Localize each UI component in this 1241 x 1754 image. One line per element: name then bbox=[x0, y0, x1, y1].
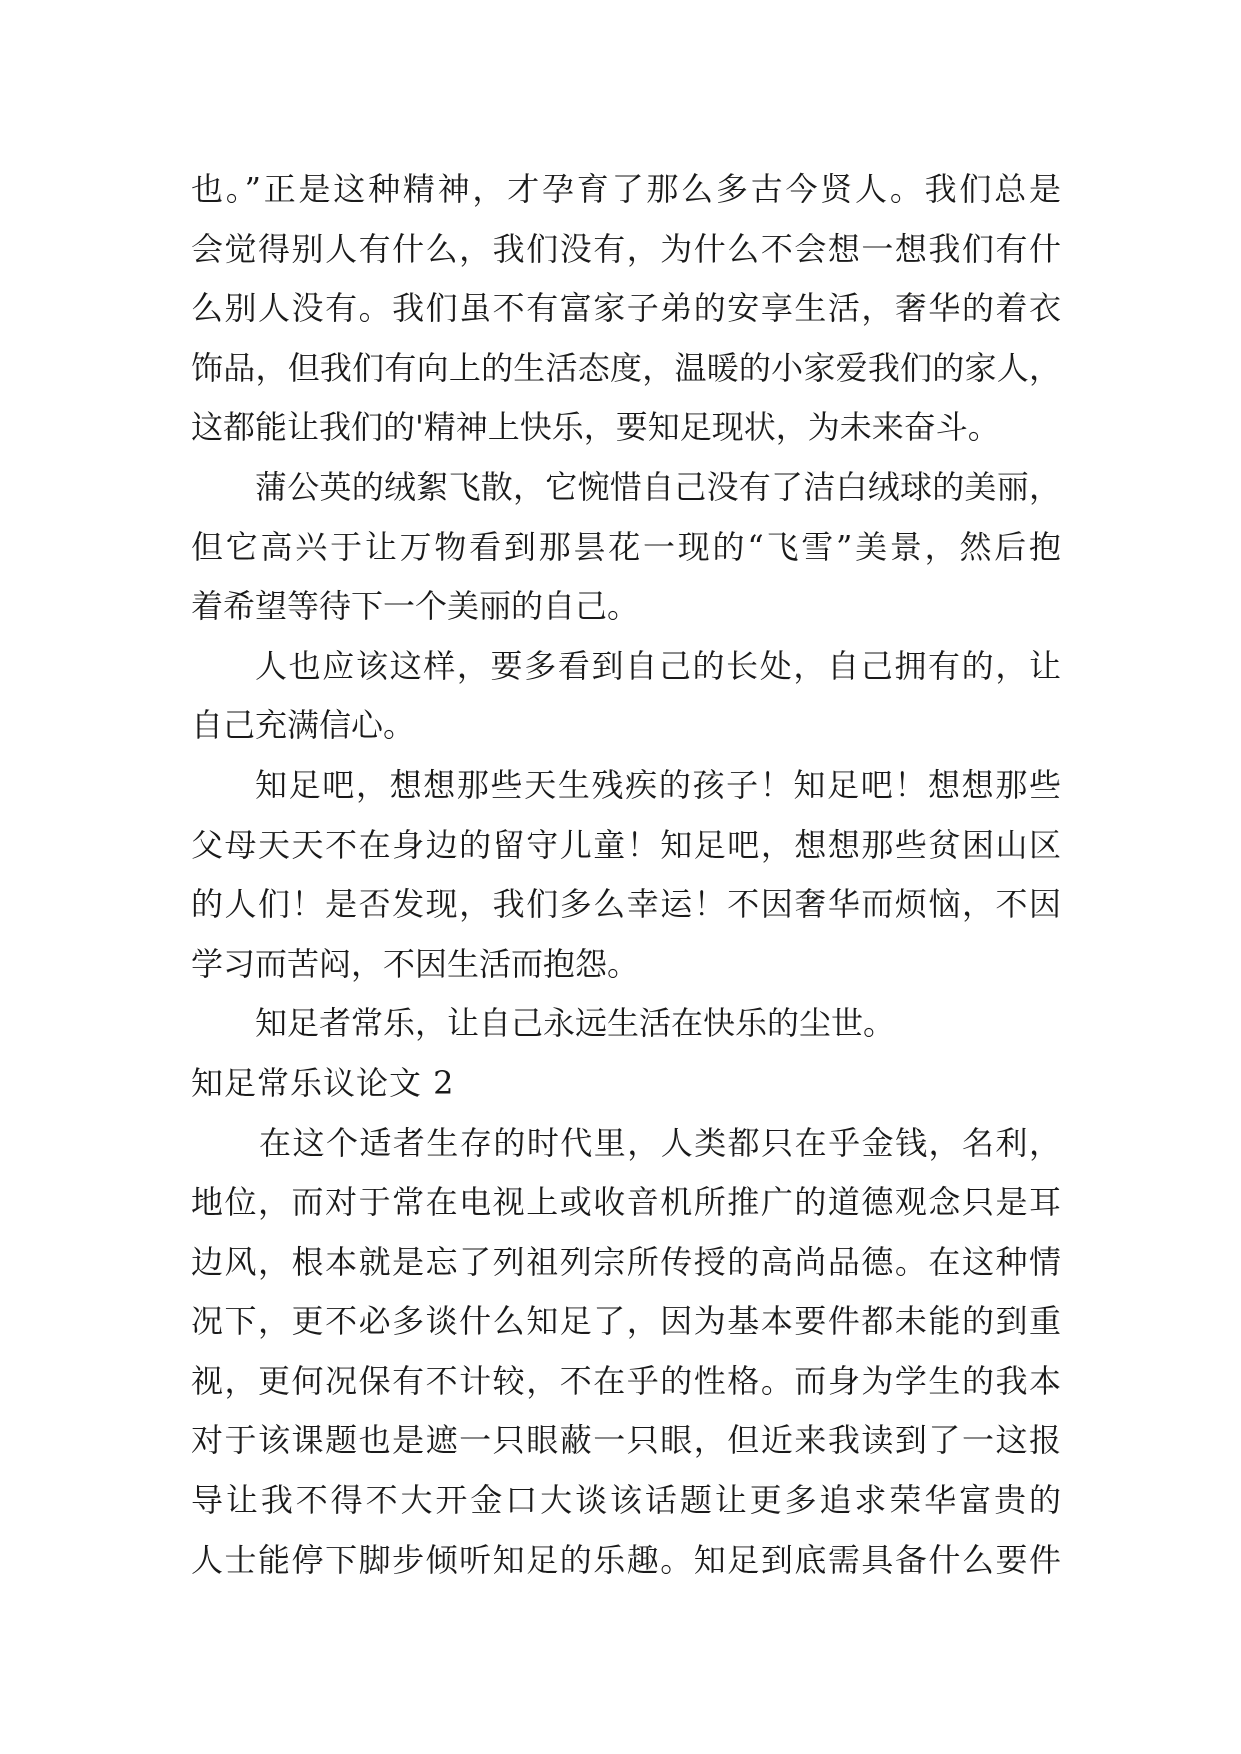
paragraph-first-line: 在这个适者生存的时代里，人类都只在乎金钱，名利， bbox=[259, 1123, 1061, 1162]
text-line: 也。”正是这种精神，才孕育了那么多古今贤人。我们总是 bbox=[191, 170, 1061, 208]
text-line: 视，更何况保有不计较，不在乎的性格。而身为学生的我本 bbox=[191, 1361, 1061, 1400]
text-line: 学习而苦闷，不因生活而抱怨。 bbox=[191, 944, 640, 983]
text-line: 会觉得别人有什么，我们没有，为什么不会想一想我们有什 bbox=[191, 229, 1061, 268]
paragraph-first-line: 知足者常乐，让自己永远生活在快乐的尘世。 bbox=[255, 1004, 896, 1043]
paragraph-first-line: 知足吧，想想那些天生残疾的孩子！知足吧！想想那些 bbox=[255, 765, 1061, 804]
text-line: 导让我不得不大开金口大谈该话题让更多追求荣华富贵的 bbox=[191, 1481, 1061, 1520]
text-line: 的人们！是否发现，我们多么幸运！不因奢华而烦恼，不因 bbox=[191, 885, 1061, 924]
text-line: 饰品，但我们有向上的生活态度，温暖的小家爱我们的家人， bbox=[191, 348, 1061, 387]
text-line: 边风，根本就是忘了列祖列宗所传授的高尚品德。在这种情 bbox=[191, 1242, 1061, 1281]
text-line: 自己充满信心。 bbox=[191, 706, 416, 745]
text-line: 么别人没有。我们虽不有富家子弟的安享生活，奢华的着衣 bbox=[191, 289, 1061, 328]
paragraph-first-line: 人也应该这样，要多看到自己的长处，自己拥有的，让 bbox=[255, 646, 1061, 685]
text-line: 地位，而对于常在电视上或收音机所推广的道德观念只是耳 bbox=[191, 1183, 1061, 1222]
text-line: 但它高兴于让万物看到那昙花一现的“飞雪”美景，然后抱 bbox=[191, 527, 1061, 566]
text-line: 人士能停下脚步倾听知足的乐趣。知足到底需具备什么要件 bbox=[191, 1540, 1061, 1579]
text-line: 着希望等待下一个美丽的自己。 bbox=[191, 587, 640, 626]
text-line: 这都能让我们的'精神上快乐，要知足现状，为未来奋斗。 bbox=[191, 408, 1000, 447]
paragraph-first-line: 蒲公英的绒絮飞散，它惋惜自己没有了洁白绒球的美丽， bbox=[255, 467, 1061, 506]
text-line: 况下，更不必多谈什么知足了，因为基本要件都未能的到重 bbox=[191, 1302, 1061, 1341]
section-heading: 知足常乐议论文 2 bbox=[191, 1063, 455, 1102]
document-body bbox=[191, 160, 1061, 1590]
text-line: 对于该课题也是遮一只眼蔽一只眼，但近来我读到了一这报 bbox=[191, 1421, 1061, 1460]
text-line: 父母天天不在身边的留守儿童！知足吧，想想那些贫困山区 bbox=[191, 825, 1061, 864]
